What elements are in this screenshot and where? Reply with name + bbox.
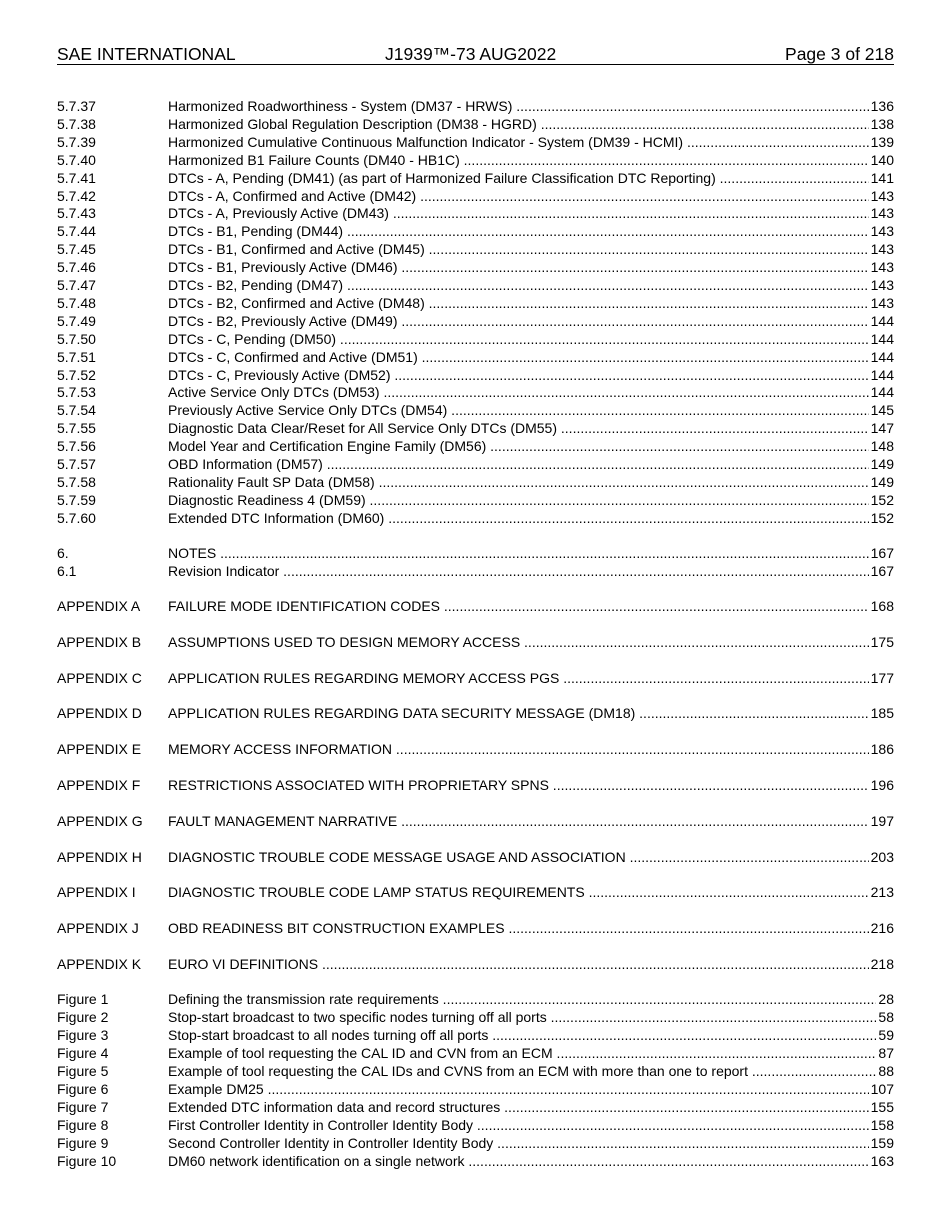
toc-entry[interactable] — [57, 420, 894, 437]
toc-entry-body — [168, 98, 894, 115]
toc-entry[interactable] — [57, 295, 894, 312]
page-header — [57, 44, 894, 65]
toc-entry-title: Example of tool requesting the CAL IDs and CVNS from an ECM with more than one to report ..... — [168, 1063, 894, 1079]
toc-entry-page: 144 — [870, 330, 894, 347]
toc-entry-page: 152 — [870, 491, 894, 508]
toc-entry-body — [168, 1009, 894, 1026]
toc-entry-number: 5.7.47 — [57, 277, 96, 293]
toc-entry[interactable] — [57, 956, 894, 973]
toc-entry-number: 5.7.57 — [57, 456, 96, 472]
toc-entry-page: 141 — [870, 169, 894, 186]
toc-entry-page: 143 — [870, 223, 894, 240]
header-organization: SAE INTERNATIONAL — [57, 44, 236, 64]
toc-entry-page: 143 — [870, 294, 894, 311]
toc-entry-number: 5.7.50 — [57, 330, 96, 347]
toc-entry-number: 5.7.43 — [57, 205, 96, 222]
toc-entry[interactable] — [57, 170, 894, 187]
toc-entry-body — [168, 1117, 894, 1134]
toc-entry-title: Diagnostic Readiness 4 (DM59) ..... — [168, 492, 894, 508]
toc-entry-number: APPENDIX E — [57, 741, 142, 758]
toc-entry-title: First Controller Identity in Controller Identity Body ..... — [168, 1117, 894, 1133]
toc-entry-page: 168 — [870, 598, 894, 614]
toc-entry-title: Diagnostic Data Clear/Reset for All Service Only DTCs (DM55) ..... — [168, 420, 894, 436]
toc-entry-number: APPENDIX H — [57, 848, 142, 865]
toc-entry-page: 203 — [870, 848, 894, 865]
toc-entry-number: 5.7.58 — [57, 473, 96, 490]
toc-entry-page: 107 — [870, 1081, 894, 1097]
toc-entry-page: 144 — [870, 312, 894, 329]
toc-entry-page: 144 — [870, 348, 894, 365]
toc-entry-body — [168, 510, 894, 527]
toc-entry-number: 5.7.37 — [57, 98, 96, 114]
toc-entry-body — [168, 223, 894, 240]
toc-entry[interactable] — [57, 777, 894, 794]
toc-entry-number: 5.7.39 — [57, 133, 96, 150]
toc-entry-title: Rationality Fault SP Data (DM58) ..... — [168, 474, 894, 490]
toc-entry-title: DTCs - B1, Pending (DM44) ..... — [168, 223, 894, 239]
toc-entry-page: 143 — [870, 277, 894, 293]
toc-entry[interactable] — [57, 1027, 894, 1044]
toc-entry-number: 5.7.40 — [57, 151, 96, 168]
toc-entry-page: 155 — [870, 1099, 894, 1115]
toc-entry-number: APPENDIX D — [57, 705, 142, 722]
toc-entry-number: 5.7.44 — [57, 223, 96, 240]
toc-entry[interactable] — [57, 1099, 894, 1116]
toc-entry[interactable] — [57, 134, 894, 151]
toc-entry-body — [168, 545, 894, 562]
toc-entry-page: 87 — [878, 1045, 894, 1061]
toc-entry-number: Figure 3 — [57, 1027, 109, 1043]
toc-entry-body — [168, 670, 894, 687]
toc-entry-body — [168, 813, 894, 830]
toc-entry-number: 5.7.45 — [57, 241, 96, 258]
toc-entry-number: 5.7.49 — [57, 312, 96, 329]
toc-entry-body — [168, 563, 894, 580]
toc-entry-title: DTCs - B1, Previously Active (DM46) ..... — [168, 259, 894, 275]
toc-entry-number: Figure 1 — [57, 991, 109, 1007]
toc-entry-number: Figure 8 — [57, 1117, 109, 1133]
toc-entry[interactable] — [57, 705, 894, 722]
toc-entry[interactable] — [57, 545, 894, 562]
toc-entry-title: DTCs - C, Pending (DM50) ..... — [168, 331, 894, 347]
toc-entry[interactable] — [57, 1135, 894, 1152]
toc-entry-body — [168, 741, 894, 758]
toc-entry-number: 6.1 — [57, 563, 77, 579]
toc-entry-title: Defining the transmission rate requirements ..... — [168, 991, 894, 1007]
toc-entry-number: Figure 4 — [57, 1045, 109, 1061]
toc-entry-page: 177 — [870, 669, 894, 686]
toc-entry-title: Harmonized Roadworthiness - System (DM37 - HRWS) ..... — [168, 98, 894, 114]
toc-entry[interactable] — [57, 152, 894, 169]
toc-entry-page: 143 — [870, 205, 894, 222]
toc-entry-number: 6. — [57, 545, 69, 561]
toc-entry-number: 5.7.46 — [57, 259, 96, 276]
toc-entry-number: 5.7.60 — [57, 509, 96, 526]
toc-entry-number: Figure 6 — [57, 1081, 109, 1097]
toc-entry-title: DTCs - B2, Pending (DM47) ..... — [168, 277, 894, 293]
toc-entry[interactable] — [57, 367, 894, 384]
toc-entry-title: Stop-start broadcast to two specific nodes turning off all ports ..... — [168, 1009, 894, 1025]
toc-entry-page: 197 — [870, 812, 894, 829]
toc-entry-body — [168, 188, 894, 205]
toc-entry[interactable] — [57, 313, 894, 330]
toc-entry-page: 149 — [870, 456, 894, 472]
toc-entry-body — [168, 456, 894, 473]
toc-entry-body — [168, 420, 894, 437]
toc-entry[interactable] — [57, 1009, 894, 1026]
toc-entry[interactable] — [57, 1045, 894, 1062]
toc-entry-title: Harmonized B1 Failure Counts (DM40 - HB1C) ..... — [168, 152, 894, 168]
toc-entry-number: Figure 5 — [57, 1063, 109, 1079]
toc-entry-title: EURO VI DEFINITIONS ..... — [168, 956, 894, 972]
toc-entry[interactable] — [57, 259, 894, 276]
toc-entry-number: 5.7.38 — [57, 115, 96, 132]
toc-entry[interactable] — [57, 98, 894, 115]
toc-entry-body — [168, 1045, 894, 1062]
toc-entry-title: APPLICATION RULES REGARDING MEMORY ACCESS PGS ..... — [168, 670, 894, 686]
toc-entry-title: FAULT MANAGEMENT NARRATIVE ..... — [168, 813, 894, 829]
toc-entry-page: 144 — [870, 384, 894, 401]
toc-entry-body — [168, 1027, 894, 1044]
toc-entry[interactable] — [57, 634, 894, 651]
toc-entry-number: APPENDIX K — [57, 956, 142, 972]
toc-entry-title: DTCs - B1, Confirmed and Active (DM45) ..... — [168, 241, 894, 257]
toc-entry-body — [168, 313, 894, 330]
toc-entry[interactable] — [57, 205, 894, 222]
toc-entry-page: 213 — [870, 884, 894, 901]
toc-entry-body — [168, 705, 894, 722]
toc-entry-body — [168, 402, 894, 419]
toc-entry-number: APPENDIX A — [57, 598, 141, 614]
toc-entry[interactable] — [57, 849, 894, 866]
toc-entry-page: 216 — [870, 920, 894, 937]
toc-entry-title: MEMORY ACCESS INFORMATION ..... — [168, 741, 894, 757]
toc-entry-number: Figure 9 — [57, 1135, 109, 1151]
toc-entry-title: DTCs - A, Pending (DM41) (as part of Harmonized Failure Classification DTC Reporting) ..... — [168, 170, 894, 186]
toc-entry[interactable] — [57, 1081, 894, 1098]
toc-entry-body — [168, 241, 894, 258]
toc-entry-number: Figure 2 — [57, 1009, 109, 1025]
toc-entry-page: 59 — [878, 1027, 894, 1043]
toc-entry[interactable] — [57, 1153, 894, 1170]
toc-entry-number: APPENDIX G — [57, 812, 143, 829]
toc-entry-title: Extended DTC information data and record structures ..... — [168, 1099, 894, 1115]
toc-entry-number: 5.7.59 — [57, 491, 96, 508]
toc-entry[interactable] — [57, 670, 894, 687]
toc-entry-page: 167 — [870, 545, 894, 561]
toc-entry-page: 218 — [870, 956, 894, 972]
toc-entry-body — [168, 134, 894, 151]
toc-entry-title: DTCs - B2, Confirmed and Active (DM48) ..... — [168, 295, 894, 311]
toc-entry-page: 149 — [870, 473, 894, 490]
toc-entry-body — [168, 777, 894, 794]
toc-entry-body — [168, 598, 894, 615]
toc-entry-title: OBD READINESS BIT CONSTRUCTION EXAMPLES ..... — [168, 920, 894, 936]
toc-entry-body — [168, 884, 894, 901]
toc-entry-body — [168, 438, 894, 455]
toc-entry-title: NOTES ..... — [168, 545, 894, 561]
toc-entry-number: 5.7.56 — [57, 438, 96, 455]
toc-entry-title: Model Year and Certification Engine Family (DM56) ..... — [168, 438, 894, 454]
toc-entry-number: 5.7.41 — [57, 169, 96, 186]
toc-entry-title: DM60 network identification on a single network ..... — [168, 1153, 894, 1169]
toc-entry-body — [168, 474, 894, 491]
toc-entry-page: 185 — [870, 705, 894, 722]
toc-entry-page: 152 — [870, 509, 894, 526]
toc-entry-page: 136 — [870, 98, 894, 114]
toc-entry-title: Harmonized Cumulative Continuous Malfunction Indicator - System (DM39 - HCMI) ..... — [168, 134, 894, 150]
toc-entry-number: APPENDIX I — [57, 884, 136, 901]
toc-entry-title: RESTRICTIONS ASSOCIATED WITH PROPRIETARY SPNS ..... — [168, 777, 894, 793]
toc-entry-title: DIAGNOSTIC TROUBLE CODE MESSAGE USAGE AND ASSOCIATION ..... — [168, 849, 894, 865]
toc-entry-body — [168, 277, 894, 294]
toc-entry[interactable] — [57, 331, 894, 348]
toc-entry-page: 148 — [870, 438, 894, 455]
toc-entry-page: 159 — [870, 1135, 894, 1151]
toc-entry-body — [168, 295, 894, 312]
toc-entry-page: 163 — [870, 1153, 894, 1169]
toc-entry-number: 5.7.52 — [57, 366, 96, 383]
toc-entry-number: 5.7.53 — [57, 384, 96, 401]
toc-entry-page: 143 — [870, 241, 894, 258]
toc-entry-title: ASSUMPTIONS USED TO DESIGN MEMORY ACCESS ..... — [168, 634, 894, 650]
toc-entry[interactable] — [57, 563, 894, 580]
toc-entry-body — [168, 384, 894, 401]
toc-entry-number: APPENDIX C — [57, 669, 142, 686]
toc-entry-number: APPENDIX J — [57, 920, 139, 937]
header-document-id: J1939™-73 AUG2022 — [385, 44, 557, 64]
toc-entry-number: 5.7.51 — [57, 348, 96, 365]
toc-entry[interactable] — [57, 741, 894, 758]
toc-entry[interactable] — [57, 884, 894, 901]
toc-entry[interactable] — [57, 991, 894, 1008]
toc-entry-body — [168, 116, 894, 133]
toc-entry-title: DIAGNOSTIC TROUBLE CODE LAMP STATUS REQUIREMENTS ..... — [168, 884, 894, 900]
toc-entry-number: 5.7.54 — [57, 402, 96, 419]
toc-entry[interactable] — [57, 277, 894, 294]
toc-entry-title: APPLICATION RULES REGARDING DATA SECURITY MESSAGE (DM18) ..... — [168, 705, 894, 721]
toc-entry[interactable] — [57, 813, 894, 830]
toc-entry-title: DTCs - A, Confirmed and Active (DM42) ..... — [168, 188, 894, 204]
toc-entry-page: 186 — [870, 741, 894, 758]
toc-entry-title: Extended DTC Information (DM60) ..... — [168, 510, 894, 526]
toc-entry-page: 147 — [870, 420, 894, 437]
toc-entry-title: DTCs - B2, Previously Active (DM49) ..... — [168, 313, 894, 329]
toc-entry-body — [168, 991, 894, 1008]
toc-entry-number: 5.7.48 — [57, 294, 96, 311]
toc-entry-body — [168, 259, 894, 276]
toc-entry-title: DTCs - C, Previously Active (DM52) ..... — [168, 367, 894, 383]
toc-entry-number: APPENDIX F — [57, 777, 141, 793]
toc-entry[interactable] — [57, 402, 894, 419]
toc-entry-page: 158 — [870, 1117, 894, 1133]
toc-entry-page: 88 — [878, 1063, 894, 1079]
toc-entry[interactable] — [57, 384, 894, 401]
toc-entry-title: Revision Indicator ..... — [168, 563, 894, 579]
toc-entry-body — [168, 920, 894, 937]
toc-entry[interactable] — [57, 474, 894, 491]
toc-entry-body — [168, 1135, 894, 1152]
toc-entry-title: Example DM25 ..... — [168, 1081, 894, 1097]
toc-entry[interactable] — [57, 223, 894, 240]
toc-entry-page: 145 — [870, 402, 894, 419]
toc-entry-page: 58 — [878, 1009, 894, 1025]
toc-entry[interactable] — [57, 456, 894, 473]
toc-entry[interactable] — [57, 188, 894, 205]
toc-entry-title: Harmonized Global Regulation Description (DM38 - HGRD) ..... — [168, 116, 894, 132]
toc-entry-number: 5.7.55 — [57, 420, 96, 437]
toc-entry-number: 5.7.42 — [57, 187, 96, 204]
toc-entry-title: OBD Information (DM57) ..... — [168, 456, 894, 472]
toc-entry-title: Stop-start broadcast to all nodes turning off all ports ..... — [168, 1027, 894, 1043]
toc-entry-body — [168, 492, 894, 509]
toc-entry[interactable] — [57, 510, 894, 527]
toc-entry[interactable] — [57, 241, 894, 258]
toc-entry-page: 167 — [870, 563, 894, 579]
toc-entry-number: Figure 7 — [57, 1099, 109, 1115]
toc-entry[interactable] — [57, 1063, 894, 1080]
toc-entry[interactable] — [57, 1117, 894, 1134]
toc-entry-page: 140 — [870, 151, 894, 168]
toc-entry-body — [168, 1153, 894, 1170]
toc-entry-page: 175 — [870, 633, 894, 650]
toc-entry-body — [168, 205, 894, 222]
toc-entry-body — [168, 170, 894, 187]
toc-entry-page: 28 — [878, 991, 894, 1007]
toc-entry-title: FAILURE MODE IDENTIFICATION CODES ..... — [168, 598, 894, 614]
toc-entry[interactable] — [57, 920, 894, 937]
toc-entry-title: Active Service Only DTCs (DM53) ..... — [168, 384, 894, 400]
toc-entry-title: Second Controller Identity in Controller Identity Body ..... — [168, 1135, 894, 1151]
toc-entry-page: 143 — [870, 187, 894, 204]
toc-entry[interactable] — [57, 598, 894, 615]
toc-entry-title: Previously Active Service Only DTCs (DM54) ..... — [168, 402, 894, 418]
toc-entry-body — [168, 1099, 894, 1116]
header-page-number: Page 3 of 218 — [785, 44, 894, 64]
toc-entry-body — [168, 956, 894, 973]
toc-entry-title: DTCs - C, Confirmed and Active (DM51) ..... — [168, 349, 894, 365]
toc-entry-number: APPENDIX B — [57, 633, 142, 650]
toc-entry[interactable] — [57, 116, 894, 133]
toc-entry-page: 196 — [870, 777, 894, 793]
toc-entry-page: 143 — [870, 259, 894, 276]
toc-entry-page: 138 — [870, 115, 894, 132]
toc-entry[interactable] — [57, 492, 894, 509]
toc-entry-title: DTCs - A, Previously Active (DM43) ..... — [168, 205, 894, 221]
toc-entry-page: 139 — [870, 133, 894, 150]
toc-entry-body — [168, 1063, 894, 1080]
toc-entry-title: Example of tool requesting the CAL ID and CVN from an ECM ..... — [168, 1045, 894, 1061]
toc-entry-body — [168, 849, 894, 866]
toc-entry[interactable] — [57, 349, 894, 366]
toc-entry-body — [168, 634, 894, 651]
toc-entry-body — [168, 367, 894, 384]
toc-entry-body — [168, 331, 894, 348]
toc-entry[interactable] — [57, 438, 894, 455]
toc-entry-body — [168, 349, 894, 366]
toc-entry-body — [168, 152, 894, 169]
toc-entry-body — [168, 1081, 894, 1098]
toc-entry-number: Figure 10 — [57, 1153, 117, 1169]
toc-entry-page: 144 — [870, 366, 894, 383]
